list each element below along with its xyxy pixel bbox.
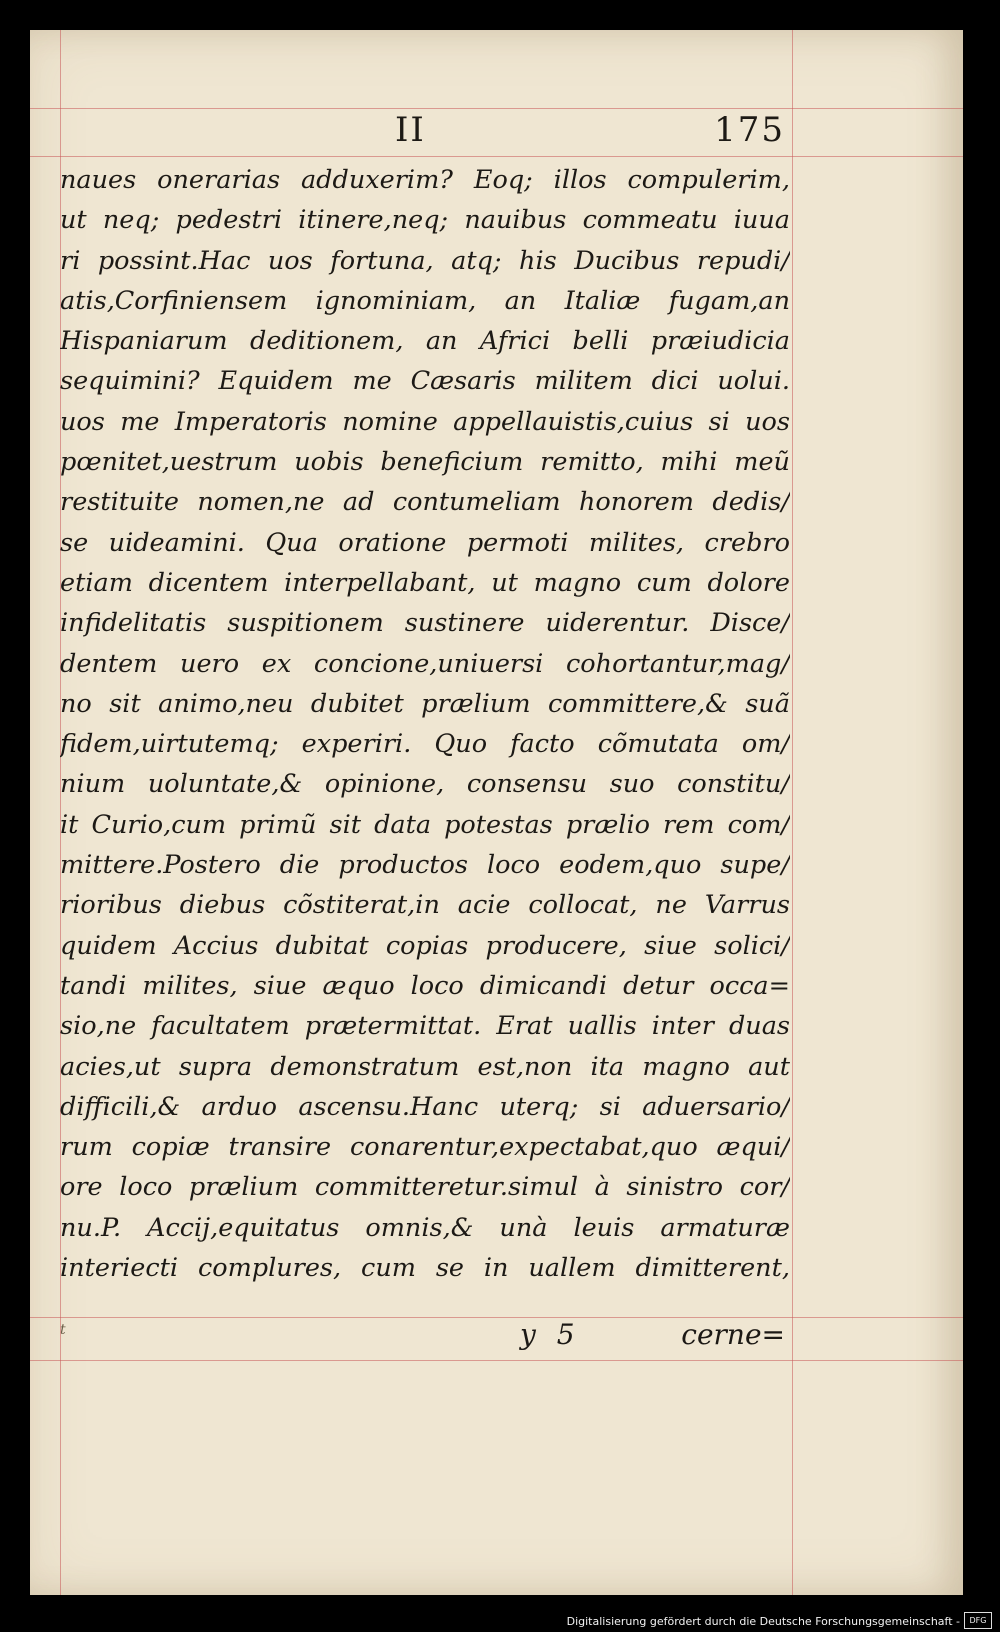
text-word: se — [435, 1253, 464, 1284]
text-word: Italiæ — [564, 285, 641, 316]
text-block — [60, 160, 790, 1288]
text-word: dicentem — [148, 567, 269, 598]
text-line — [60, 1167, 790, 1207]
quire-signature: II — [395, 110, 426, 150]
text-word: suã — [745, 688, 790, 719]
text-word: rem — [663, 809, 715, 840]
text-word: aut — [748, 1051, 790, 1082]
text-word: armaturæ — [660, 1212, 790, 1243]
text-word: dimicandi — [479, 970, 608, 1001]
text-word: præiudicia — [650, 326, 790, 357]
text-word: dimitterent, — [635, 1253, 790, 1284]
text-word: sustinere — [404, 608, 525, 639]
funding-notice: Digitalisierung gefördert durch die Deutsche Forschungsgemeinschaft - — [566, 1615, 960, 1628]
text-word: atq; — [451, 245, 502, 276]
text-word: diebus — [179, 890, 266, 921]
text-word: facto — [510, 729, 575, 760]
text-word: interiecti — [60, 1253, 179, 1284]
text-word: his — [519, 245, 557, 276]
text-word: compulerim, — [627, 165, 790, 195]
text-word: dedis/ — [712, 487, 790, 518]
text-line — [60, 966, 790, 1006]
text-line — [60, 321, 790, 361]
text-line — [60, 1047, 790, 1087]
text-line — [60, 523, 790, 563]
text-word: Eoq; — [473, 165, 533, 195]
digitization-banner — [0, 1600, 1000, 1632]
text-word: dentem — [60, 648, 158, 679]
text-word: iuua — [733, 205, 790, 236]
text-word: it — [60, 809, 79, 840]
text-word: si — [708, 406, 730, 437]
text-word: nium — [60, 769, 126, 800]
text-word: pœnitet,uestrum — [60, 447, 278, 478]
text-word: beneficium — [380, 447, 524, 478]
book-page — [30, 30, 963, 1595]
text-word: cohortantur,mag/ — [566, 648, 790, 679]
text-line — [60, 200, 790, 240]
text-word: leuis — [573, 1212, 635, 1243]
text-word: Varrus — [704, 890, 790, 921]
text-line — [60, 482, 790, 522]
text-word: oratione — [338, 527, 447, 558]
text-word: an — [504, 285, 537, 316]
text-word: fidem,uirtutemq; — [60, 729, 279, 760]
text-word: dubitat — [275, 930, 369, 961]
text-word: uiderentur. — [545, 608, 690, 639]
text-line — [60, 724, 790, 764]
text-word: deditionem, — [250, 326, 404, 357]
text-word: Hispaniarum — [60, 326, 228, 357]
text-line — [60, 1248, 790, 1288]
text-word: cor/ — [739, 1172, 790, 1203]
text-line — [60, 926, 790, 966]
text-word: uolui. — [717, 366, 790, 397]
page-header — [60, 110, 790, 160]
text-word: animo,neu — [158, 688, 294, 719]
text-word: complures, — [197, 1253, 342, 1284]
text-word: loco — [119, 1172, 173, 1203]
text-line — [60, 644, 790, 684]
text-word: crebro — [704, 527, 790, 558]
text-word: ne — [655, 890, 687, 921]
text-line — [60, 1127, 790, 1167]
text-word: ex — [261, 648, 292, 679]
text-word: suo — [609, 769, 655, 800]
text-line — [60, 1087, 790, 1127]
text-line — [60, 805, 790, 845]
text-line — [60, 563, 790, 603]
text-word: Erat — [496, 1011, 553, 1042]
text-word: Qua — [265, 527, 318, 558]
text-word: mihi — [660, 447, 718, 478]
text-word: facultatem — [151, 1011, 290, 1042]
text-word: sio,ne — [60, 1011, 137, 1042]
text-word: potestas — [444, 809, 553, 840]
text-word: cõstiterat,in — [283, 890, 440, 921]
text-word: Cæsaris — [410, 366, 516, 397]
text-word: Accius — [173, 930, 259, 961]
text-word: mittere.Postero — [60, 850, 261, 881]
text-word: primũ — [239, 809, 317, 840]
text-word: aduersario/ — [642, 1091, 790, 1122]
text-word: ascensu.Hanc — [298, 1091, 479, 1122]
text-word: ita — [590, 1051, 625, 1082]
text-word: prætermittat. — [304, 1011, 482, 1042]
text-line — [60, 442, 790, 482]
text-word: dolore — [707, 567, 790, 598]
text-word: fortuna, — [330, 245, 434, 276]
text-word: infidelitatis — [60, 608, 207, 639]
text-word: uideamini. — [108, 527, 245, 558]
text-word: uallem — [528, 1253, 616, 1284]
text-word: Imperatoris — [174, 406, 327, 437]
text-word: tandi — [60, 970, 127, 1001]
text-word: milites, — [588, 527, 685, 558]
text-word: me — [352, 366, 392, 397]
text-word: restituite — [60, 487, 179, 518]
text-word: detur — [623, 970, 694, 1001]
text-word: itinere,neq; — [298, 205, 449, 236]
text-word: ignominiam, — [315, 285, 477, 316]
text-word: Accij,equitatus — [147, 1212, 340, 1243]
text-line — [60, 603, 790, 643]
text-word: occa= — [709, 970, 790, 1001]
text-word: nomine — [342, 406, 438, 437]
text-word: contumeliam — [392, 487, 561, 518]
text-word: prælium — [421, 688, 531, 719]
text-word: ri — [60, 245, 81, 276]
text-line — [60, 1208, 790, 1248]
text-word: omnis,& — [365, 1212, 474, 1243]
text-word: possint.Hac — [97, 245, 251, 276]
text-word: committeretur.simul — [314, 1172, 579, 1203]
text-word: demonstratum — [270, 1051, 460, 1082]
text-word: dubitet — [310, 688, 404, 719]
text-word: copias — [385, 930, 469, 961]
bottom-rule-line — [30, 1360, 963, 1361]
text-word: uobis — [294, 447, 364, 478]
text-word: fugam,an — [668, 285, 790, 316]
text-word: supra — [178, 1051, 253, 1082]
text-line — [60, 361, 790, 401]
text-word: nauibus — [464, 205, 567, 236]
text-line — [60, 885, 790, 925]
text-word: siue — [644, 930, 697, 961]
text-word: concione,uniuersi — [313, 648, 544, 679]
text-word: rum — [60, 1132, 113, 1163]
text-word: Africi — [479, 326, 551, 357]
text-word: sit — [329, 809, 361, 840]
text-word: loco — [486, 850, 541, 881]
text-word: uallis — [567, 1011, 637, 1042]
text-word: acies,ut — [60, 1051, 161, 1082]
text-word: dici — [651, 366, 699, 397]
text-word: à — [594, 1172, 610, 1203]
text-word: constitu/ — [677, 769, 790, 800]
text-line — [60, 845, 790, 885]
page-number: 175 — [714, 110, 785, 150]
text-word: naues — [60, 165, 137, 195]
text-word: quidem — [60, 930, 157, 961]
text-word: Ducibus — [574, 245, 680, 276]
text-word: om/ — [741, 729, 790, 760]
text-word: copiæ — [131, 1132, 210, 1163]
text-word: ut — [491, 567, 518, 598]
text-word: est,non — [477, 1051, 573, 1082]
text-word: nu.P. — [60, 1212, 122, 1243]
text-word: uterq; — [499, 1091, 579, 1122]
text-word: in — [483, 1253, 509, 1284]
text-word: cum — [361, 1253, 416, 1284]
text-word: conarentur,expectabat,quo — [349, 1132, 698, 1163]
text-word: cõmutata — [597, 729, 719, 760]
text-word: sequimini? — [60, 366, 200, 397]
text-word: uoluntate,& — [147, 769, 303, 800]
text-word: neq; — [102, 205, 160, 236]
text-line — [60, 160, 790, 200]
text-word: unà — [499, 1212, 548, 1243]
margin-mark: t — [60, 1322, 66, 1338]
text-word: ad — [342, 487, 375, 518]
text-word: commeatu — [582, 205, 718, 236]
text-word: supe/ — [720, 850, 790, 881]
text-line — [60, 1006, 790, 1046]
text-word: productos — [338, 850, 468, 881]
text-word: pedestri — [175, 205, 283, 236]
text-word: collocat, — [528, 890, 638, 921]
text-word: uero — [180, 648, 240, 679]
dfg-logo-icon: DFG — [964, 1612, 992, 1629]
text-word: suspitionem — [227, 608, 384, 639]
text-word: remitto, — [540, 447, 644, 478]
right-rule-line — [792, 30, 793, 1595]
text-word: data — [374, 809, 432, 840]
text-word: prælium — [188, 1172, 299, 1203]
text-word: consensu — [466, 769, 587, 800]
page-footer — [60, 1318, 790, 1358]
text-word: com/ — [727, 809, 790, 840]
text-word: difficili,& — [60, 1091, 181, 1122]
text-line — [60, 402, 790, 442]
text-word: onerarias — [157, 165, 281, 195]
text-word: ore — [60, 1172, 103, 1203]
text-word: me — [120, 406, 160, 437]
text-word: ut — [60, 205, 87, 236]
text-word: rioribus — [60, 890, 162, 921]
text-word: acie — [457, 890, 511, 921]
text-word: producere, — [485, 930, 627, 961]
text-word: illos — [553, 165, 607, 195]
text-word: duas — [728, 1011, 790, 1042]
text-word: committere,& — [547, 688, 728, 719]
text-word: die — [279, 850, 320, 881]
text-word: no — [60, 688, 92, 719]
text-word: magno — [642, 1051, 730, 1082]
text-word: interpellabant, — [284, 567, 476, 598]
text-word: inter — [651, 1011, 714, 1042]
signature-mark: y 5 — [520, 1318, 581, 1351]
text-line — [60, 241, 790, 281]
text-word: honorem — [578, 487, 694, 518]
text-word: sit — [109, 688, 141, 719]
text-word: prælio — [565, 809, 650, 840]
text-word: si — [599, 1091, 621, 1122]
text-word: solici/ — [714, 930, 790, 961]
text-line — [60, 684, 790, 724]
top-rule-line — [30, 108, 963, 109]
text-word: uos — [745, 406, 790, 437]
text-word: arduo — [201, 1091, 278, 1122]
catchword: cerne= — [681, 1318, 785, 1351]
text-word: siue — [253, 970, 307, 1001]
text-word: meũ — [734, 447, 790, 478]
text-word: sinistro — [626, 1172, 724, 1203]
text-word: uos — [267, 245, 313, 276]
text-word: magno — [533, 567, 622, 598]
text-word: adduxerim? — [300, 165, 453, 195]
text-word: Disce/ — [710, 608, 790, 639]
text-word: atis,Corfiniensem — [60, 285, 288, 316]
text-word: repudi/ — [696, 245, 790, 276]
text-word: æqui/ — [716, 1132, 790, 1163]
text-word: uos — [60, 406, 105, 437]
text-word: Curio,cum — [91, 809, 227, 840]
text-word: se — [60, 527, 89, 558]
text-word: experiri. — [301, 729, 412, 760]
text-word: Equidem — [218, 366, 334, 397]
text-word: loco — [410, 970, 464, 1001]
text-line — [60, 764, 790, 804]
text-word: etiam — [60, 567, 133, 598]
text-word: æquo — [322, 970, 395, 1001]
text-line — [60, 281, 790, 321]
text-word: militem — [534, 366, 633, 397]
text-word: an — [425, 326, 458, 357]
text-word: cum — [636, 567, 692, 598]
text-word: appellauistis,cuius — [453, 406, 694, 437]
text-word: nomen,ne — [197, 487, 325, 518]
text-word: belli — [572, 326, 629, 357]
text-word: transire — [228, 1132, 332, 1163]
text-word: opinione, — [324, 769, 445, 800]
text-word: milites, — [142, 970, 238, 1001]
text-word: eodem,quo — [559, 850, 702, 881]
text-word: Quo — [434, 729, 488, 760]
text-word: permoti — [466, 527, 569, 558]
